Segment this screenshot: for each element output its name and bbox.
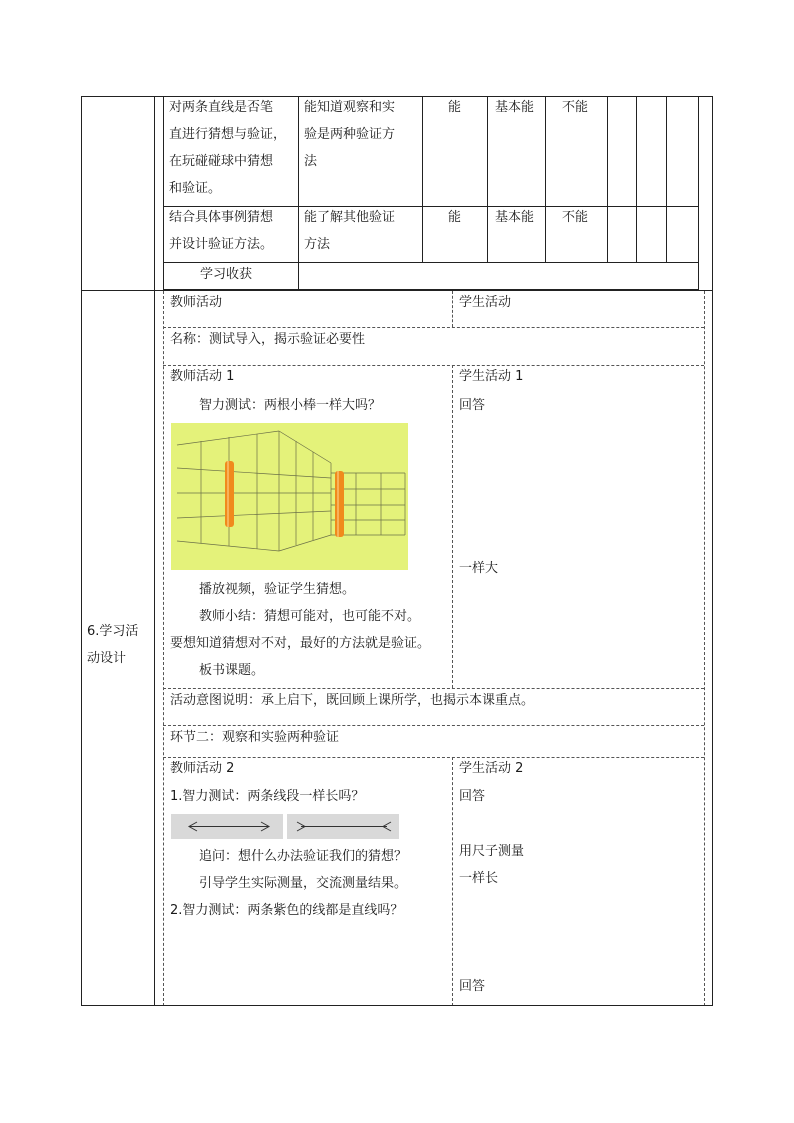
rubric-content-line: 并设计验证方法。: [169, 237, 274, 252]
rubric-goal-line: 方法: [304, 237, 331, 252]
rubric-goal-line: 能知道观察和实: [304, 100, 396, 115]
rubric-goal-line: 能了解其他验证: [304, 210, 396, 225]
rubric-level-can: 能: [448, 100, 462, 115]
rubric-content-line: 对两条直线是否笔: [169, 100, 274, 115]
rubric-content-line: 直进行猜想与验证，: [169, 127, 287, 142]
teacher-activity-1-line: 教师小结：猜想可能对，也可能不对。: [199, 609, 421, 624]
activity-intent: 活动意图说明：承上启下，既回顾上课所学，也揭示本课重点。: [170, 693, 535, 708]
rubric-level-basic: 基本能: [495, 100, 535, 115]
teacher-activity-2-q2: 2.智力测试：两条紫色的线都是直线吗？: [170, 903, 404, 918]
student-activity-1-result: 一样大: [459, 561, 499, 576]
illusion-photo: [171, 423, 408, 570]
step-two-title: 环节二：观察和实验两种验证: [170, 730, 340, 745]
rubric-content-line: 结合具体事例猜想: [169, 210, 274, 225]
orange-stick-right: [335, 471, 344, 537]
teacher-activity-2-q1: 1.智力测试：两条线段一样长吗？: [170, 789, 365, 804]
teacher-activity-2-line: 追问：想什么办法验证我们的猜想？: [199, 849, 408, 864]
teacher-activity-2-line: 引导学生实际测量，交流测量结果。: [199, 876, 408, 891]
rubric-goal-line: 验是两种验证方: [304, 127, 396, 142]
rubric-level-can: 能: [448, 210, 462, 225]
rubric-level-basic: 基本能: [495, 210, 535, 225]
activity-name: 名称：测试导入，揭示验证必要性: [170, 332, 366, 347]
student-activity-2-answer: 回答: [459, 789, 486, 804]
teacher-activity-header: 教师活动: [170, 295, 223, 310]
student-activity-2-result: 一样长: [459, 871, 499, 886]
rubric-content-line: 在玩碰碰球中猜想: [169, 154, 274, 169]
section-label-line-1: 6.学习活: [87, 624, 139, 639]
section-label-line-2: 动设计: [87, 651, 127, 666]
teacher-activity-1-line: 要想知道猜想对不对，最好的方法就是验证。: [170, 636, 431, 651]
student-activity-2-answer-2: 回答: [459, 979, 486, 994]
rubric-level-cannot: 不能: [562, 210, 589, 225]
orange-stick-left: [225, 461, 234, 527]
student-activity-2-measure: 用尺子测量: [459, 844, 525, 859]
student-activity-1-answer: 回答: [459, 398, 486, 413]
teacher-activity-1-title: 教师活动 1: [170, 369, 235, 384]
rubric-level-cannot: 不能: [562, 100, 589, 115]
student-activity-2-title: 学生活动 2: [459, 761, 524, 776]
rubric-content-line: 和验证。: [169, 181, 222, 196]
student-activity-1-title: 学生活动 1: [459, 369, 524, 384]
teacher-activity-1-question: 智力测试：两根小棒一样大吗？: [199, 398, 382, 413]
harvest-label: 学习收获: [200, 267, 253, 282]
student-activity-header: 学生活动: [459, 295, 512, 310]
segment-image-left: [171, 814, 283, 839]
rubric-goal-line: 法: [304, 154, 318, 169]
teacher-activity-1-line: 播放视频，验证学生猜想。: [199, 582, 356, 597]
teacher-activity-2-title: 教师活动 2: [170, 761, 235, 776]
teacher-activity-1-line: 板书课题。: [199, 663, 265, 678]
segment-image-right: [287, 814, 399, 839]
